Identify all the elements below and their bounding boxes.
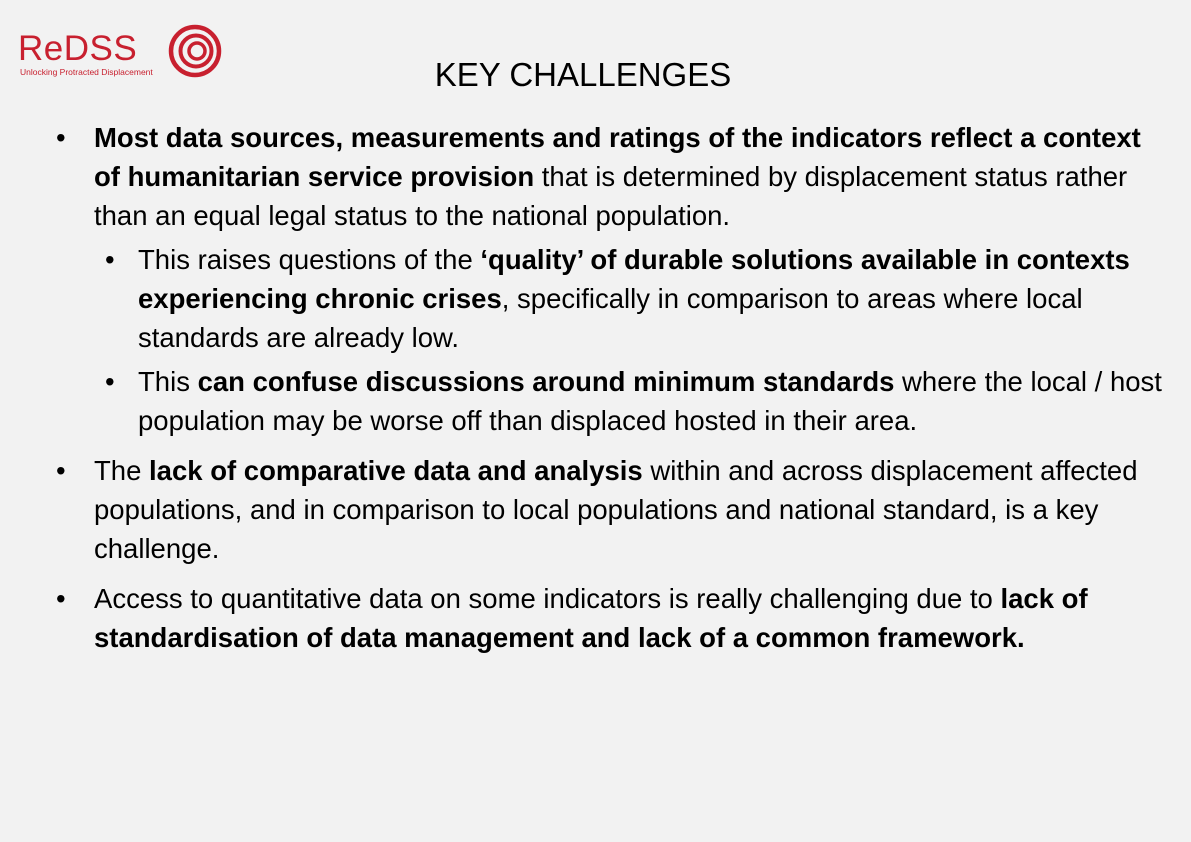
logo-wordmark: ReDSS [18,29,138,68]
bullet-item-3: • Access to quantitative data on some indicators is really challenging due to lack of standardisation of data management and lack of a common framework. [56,579,1171,657]
sub-bullet-item-2: • This can confuse discussions around minimum standards where the local / host population may be worse off than displaced hosted in their area. [94,362,1171,440]
bullet-list [56,118,1171,657]
bullet-item-2: • The lack of comparative data and analysis within and across displacement affected populations, and in comparison to local populations and national standard, is a key challenge. [56,451,1171,568]
bullet-1-text: that is determined by displacement status rather than an equal legal status to the national population. [94,161,1128,231]
slide-body [56,118,1171,668]
bullet-1-bold: Most data sources, measurements and ratings of the indicators reflect a context of humanitarian service provision [94,122,1141,192]
slide-title: KEY CHALLENGES [434,56,732,93]
sub-bullet-list [94,240,1171,440]
bullet-item-1 [56,118,1171,440]
sub-bullet-item-1: • This raises questions of the ‘quality’ of durable solutions available in contexts experiencing chronic crises, specifically in comparison to areas where local standards are already low. [94,240,1171,357]
logo-tagline: Unlocking Protracted Displacement [20,67,153,77]
